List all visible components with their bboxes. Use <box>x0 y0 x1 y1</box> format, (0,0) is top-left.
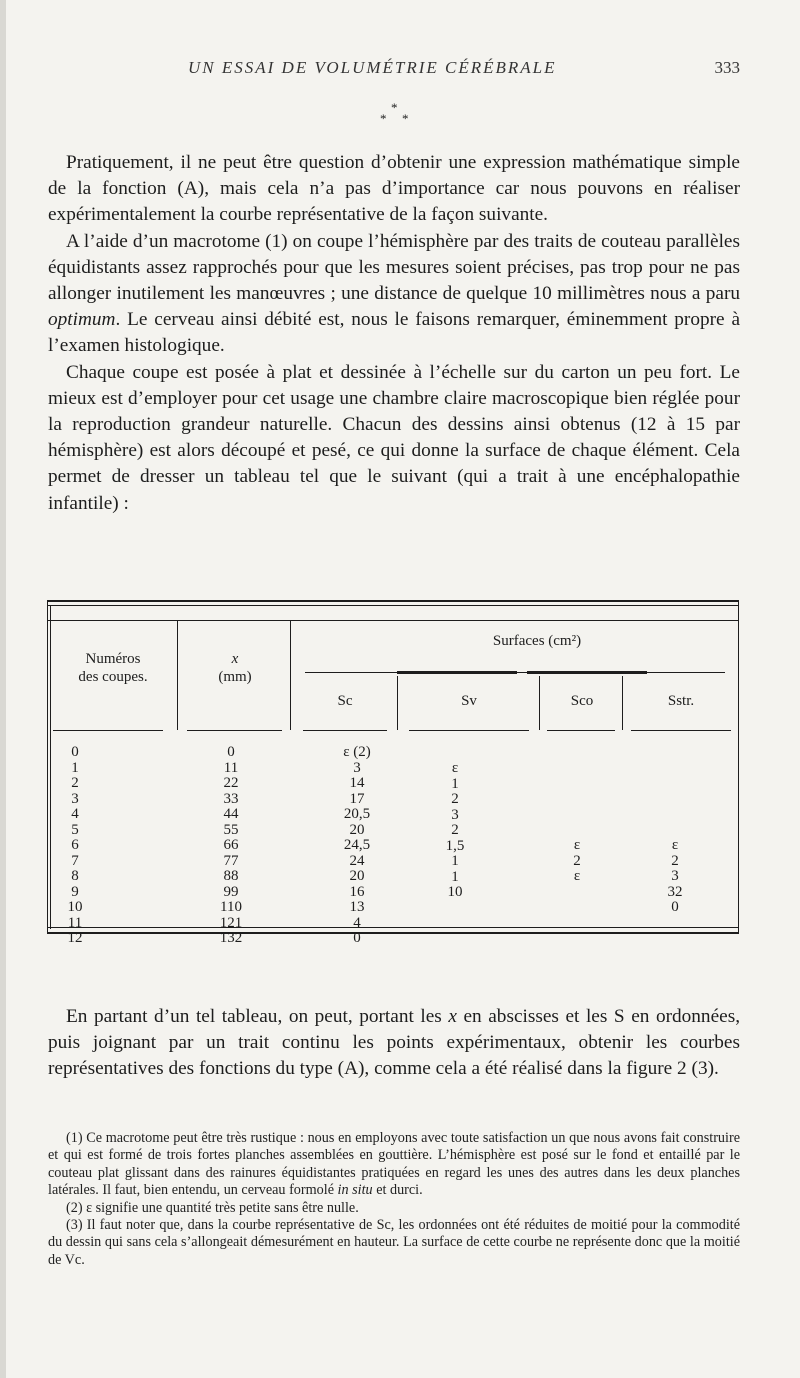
header-surfaces: Surfaces (cm²) <box>492 633 582 649</box>
header-bottom-rule-3 <box>303 730 387 731</box>
cell-sc: 20 <box>349 868 365 884</box>
paragraph-after-text-a: En partant d’un tel tableau, on peut, portant les <box>66 1006 442 1027</box>
surfaces-brace-right-thick <box>527 671 647 674</box>
footnote-1-text-a: (1) Ce macrotome peut être très rustique : nous en employons avec toute satisfaction un que nous avons fait construire et qui est formé de trois fortes planches assemblées en gouttière. L’hémisphère est posé sur le fond et entaillé par le couteau plat glissant dans des rainures équidistantes pratiquées en regard les unes des autres dans les deux planches latérales. Il faut, bien entendu, un cerveau formolé <box>48 1130 740 1199</box>
header-numeros-line2: des coupes. <box>78 669 148 685</box>
cell-numero: 4 <box>71 806 79 822</box>
header-divider-1 <box>177 620 178 730</box>
paragraph-after-text-b: en abscisses et les S en ordonnées, puis joignant par un trait continu les points expérimentaux, obtenir les courbes représentatives des fonctions du type (A), comme cela a été réalisé dans la figure 2 (3). <box>48 1006 741 1080</box>
column-sc <box>327 745 387 947</box>
cell-sc: 14 <box>349 775 365 791</box>
cell-sv: 1 <box>451 853 459 869</box>
cell-x: 99 <box>223 883 239 900</box>
cell-sv: 1 <box>451 868 459 885</box>
cell-x: 121 <box>219 914 243 931</box>
body-text-after-table <box>48 1004 740 1083</box>
cell-sc: 20,5 <box>343 806 371 822</box>
table-top-rule-thin <box>47 605 739 606</box>
table-bottom-rule-thin <box>47 927 739 928</box>
cell-numero: 2 <box>71 775 79 791</box>
surfaces-brace-left-thick <box>397 671 517 674</box>
header-divider-2 <box>290 620 291 730</box>
cell-numero: 10 <box>67 899 83 915</box>
asterisk-left: * <box>380 111 387 126</box>
header-sc: Sc <box>337 693 353 709</box>
cell-numero: 9 <box>71 883 79 900</box>
table-right-border <box>738 600 739 934</box>
header-numeros-line1: Numéros <box>85 651 141 667</box>
cell-x: 0 <box>227 744 235 760</box>
cell-sc: 20 <box>349 821 365 838</box>
cell-x: 110 <box>220 899 242 915</box>
data-table <box>47 600 739 946</box>
cell-numero: 7 <box>71 852 79 869</box>
cell-sstr: 0 <box>671 899 679 915</box>
footnote-1-text-b: et durci. <box>376 1182 423 1199</box>
cell-numero: 0 <box>71 744 79 760</box>
cell-numero: 6 <box>71 837 79 853</box>
cell-sv: 2 <box>451 791 459 807</box>
footnote-3: (3) Il faut noter que, dans la courbe représentative de Sc, les ordonnées ont été réduites de moitié pour la commodité du dessin qui sans cela s’allongeait démesurément en hauteur. La surface de cette courbe ne représente donc que la moitié de Vc. <box>48 1217 740 1268</box>
header-x-unit: (mm) <box>218 669 252 685</box>
column-sstr <box>655 838 695 916</box>
header-x <box>181 650 289 686</box>
page-number: 333 <box>714 58 740 77</box>
header-numeros <box>53 650 173 686</box>
footnotes <box>48 1130 740 1269</box>
table-left-border-inner <box>50 605 51 929</box>
column-x <box>205 745 257 947</box>
cell-sstr: 2 <box>671 852 679 869</box>
page-header <box>48 58 740 82</box>
paragraph-2-text-b: . Le cerveau ainsi débité est, nous le faisons remarquer, éminemment propre à l’examen histologique. <box>48 309 740 357</box>
cell-sc: 24 <box>349 852 365 869</box>
paragraph-2 <box>48 229 740 360</box>
running-title: UN ESSAI DE VOLUMÉTRIE CÉRÉBRALE <box>188 58 557 77</box>
cell-sstr: 32 <box>667 883 683 900</box>
paragraph-1: Pratiquement, il ne peut être question d’obtenir une expression mathématique simple de la fonction (A), mais cela n’a pas d’importance car nous pouvons en réaliser expérimentalement la courbe représentative de la façon suivante. <box>48 152 740 226</box>
cell-x: 11 <box>223 759 239 776</box>
paragraph-3: Chaque coupe est posée à plat et dessinée à l’échelle sur du carton un peu fort. Le mieux est d’employer pour cet usage une chambre claire macroscopique bien réglée pour la reproduction grandeur naturelle. Chacun des dessins ainsi obtenus (12 à 15 par hémisphère) est alors découpé et pesé, ce qui donne la surface de chaque élément. Cela permet de dresser un tableau tel que le suivant (qui a trait à une encéphalopathie infantile) : <box>48 361 740 514</box>
cell-x: 77 <box>223 852 239 869</box>
header-sco: Sco <box>570 693 594 709</box>
cell-sc: 24,5 <box>343 837 371 853</box>
cell-sc: 3 <box>353 759 361 776</box>
table-left-border <box>47 600 48 934</box>
cell-x: 22 <box>223 775 239 791</box>
cell-sco: ε <box>573 837 581 853</box>
cell-numero: 12 <box>67 930 83 946</box>
header-bottom-rule-4 <box>409 730 529 731</box>
cell-x: 33 <box>223 790 239 807</box>
paragraph-after-table <box>48 1004 740 1083</box>
header-bottom-rule-6 <box>631 730 731 731</box>
cell-sv: 3 <box>451 806 459 823</box>
column-sv <box>435 761 475 901</box>
cell-numero: 3 <box>71 790 79 807</box>
paragraph-2-italic: optimum <box>48 309 116 331</box>
asterism <box>376 100 416 130</box>
header-sstr: Sstr. <box>667 693 695 709</box>
footnote-2: (2) ε signifie une quantité très petite sans être nulle. <box>66 1199 359 1216</box>
cell-sstr: 3 <box>671 868 679 884</box>
cell-sv: 1,5 <box>445 837 465 854</box>
cell-sco: 2 <box>573 852 581 869</box>
column-numeros <box>61 745 89 947</box>
cell-numero: 5 <box>71 821 79 838</box>
cell-sv: ε <box>451 760 459 776</box>
header-x-symbol: x <box>231 651 239 667</box>
header-bottom-rule-1 <box>53 730 163 731</box>
paragraph-2-text-a: A l’aide d’un macrotome (1) on coupe l’hémisphère par des traits de couteau parallèles équidistants assez rapprochés pour que les mesures soient précises, pas trop pour ne pas allonger inutilement les manœuvres ; une distance de quelque 10 millimètres nous a paru <box>48 230 740 305</box>
header-bottom-rule-5 <box>547 730 615 731</box>
cell-sc: 13 <box>349 899 365 915</box>
asterisk-right: * <box>402 111 409 126</box>
cell-x: 88 <box>223 868 239 884</box>
header-divider-4 <box>539 676 540 730</box>
table-header-top-rule <box>47 620 739 621</box>
cell-numero: 1 <box>71 759 79 776</box>
cell-x: 55 <box>223 821 239 838</box>
paragraph-after-italic: x <box>448 1006 457 1027</box>
cell-sco: ε <box>573 868 581 884</box>
footnote-1 <box>48 1130 740 1200</box>
cell-sstr: ε <box>671 837 679 853</box>
cell-sc: 4 <box>353 914 361 931</box>
header-sv: Sv <box>461 693 477 709</box>
column-sco <box>557 838 597 885</box>
asterisk-top: * <box>391 100 398 115</box>
page-edge-shadow <box>0 0 6 1378</box>
cell-sc: 0 <box>353 930 361 946</box>
cell-x: 44 <box>223 806 239 822</box>
header-divider-3 <box>397 676 398 730</box>
cell-x: 132 <box>219 930 243 946</box>
header-bottom-rule-2 <box>187 730 282 731</box>
cell-sv: 1 <box>451 775 459 792</box>
cell-numero: 8 <box>71 868 79 884</box>
cell-sc: 16 <box>349 883 365 900</box>
cell-sc: ε (2) <box>343 744 371 760</box>
cell-sc: 17 <box>349 790 365 807</box>
table-bottom-rule <box>47 932 739 934</box>
table-top-rule <box>47 600 739 602</box>
footnote-1-italic: in situ <box>337 1182 373 1199</box>
body-text <box>48 150 740 517</box>
cell-x: 66 <box>223 837 239 853</box>
cell-numero: 11 <box>67 914 83 931</box>
cell-sv: 10 <box>447 884 463 900</box>
cell-sv: 2 <box>451 822 459 838</box>
